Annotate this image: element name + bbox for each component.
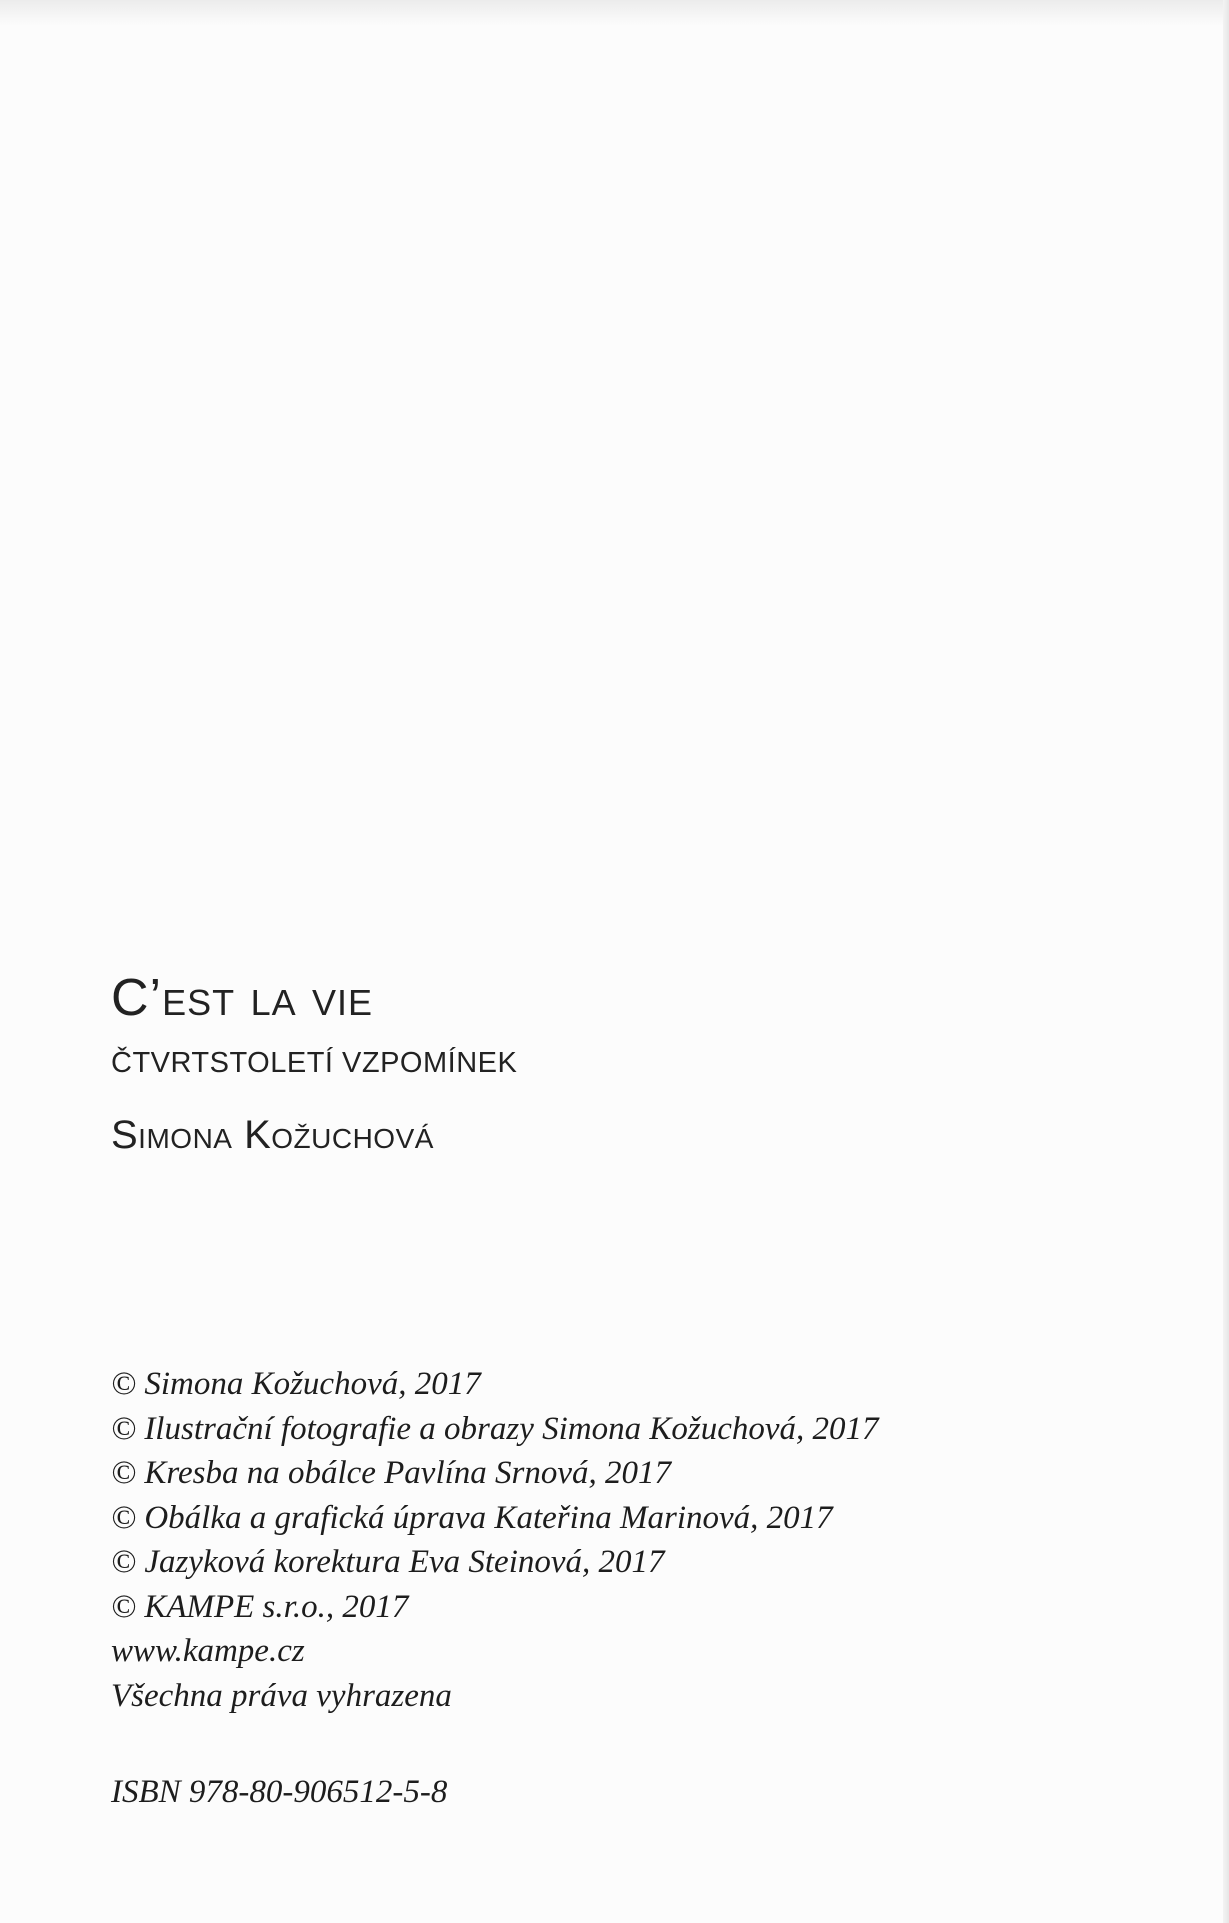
copyright-author: © Simona Kožuchová, 2017	[111, 1366, 481, 1402]
publisher-website: www.kampe.cz	[111, 1633, 305, 1669]
copyright-photos: © Ilustrační fotografie a obrazy Simona Kožuchová, 2017	[111, 1410, 879, 1447]
copyright-cover-design: © Obálka a grafická úprava Kateřina Marinová, 2017	[111, 1499, 833, 1536]
rights-reserved: Všechna práva vyhrazena	[111, 1677, 452, 1714]
isbn-number: ISBN 978-80-906512-5-8	[111, 1774, 448, 1810]
book-title: C’est la vie	[111, 969, 374, 1027]
book-subtitle: ČTVRTSTOLETÍ VZPOMÍNEK	[111, 1047, 518, 1079]
copyright-publisher: © KAMPE s.r.o., 2017	[111, 1588, 409, 1625]
copyright-proofreading: © Jazyková korektura Eva Steinová, 2017	[111, 1544, 665, 1580]
copyright-cover-drawing: © Kresba na obálce Pavlína Srnová, 2017	[111, 1455, 672, 1491]
imprint-block	[111, 1362, 879, 1718]
page-top-shadow	[0, 0, 1229, 26]
book-author: Simona Kožuchová	[111, 1113, 434, 1157]
page-edge	[1223, 0, 1229, 1923]
